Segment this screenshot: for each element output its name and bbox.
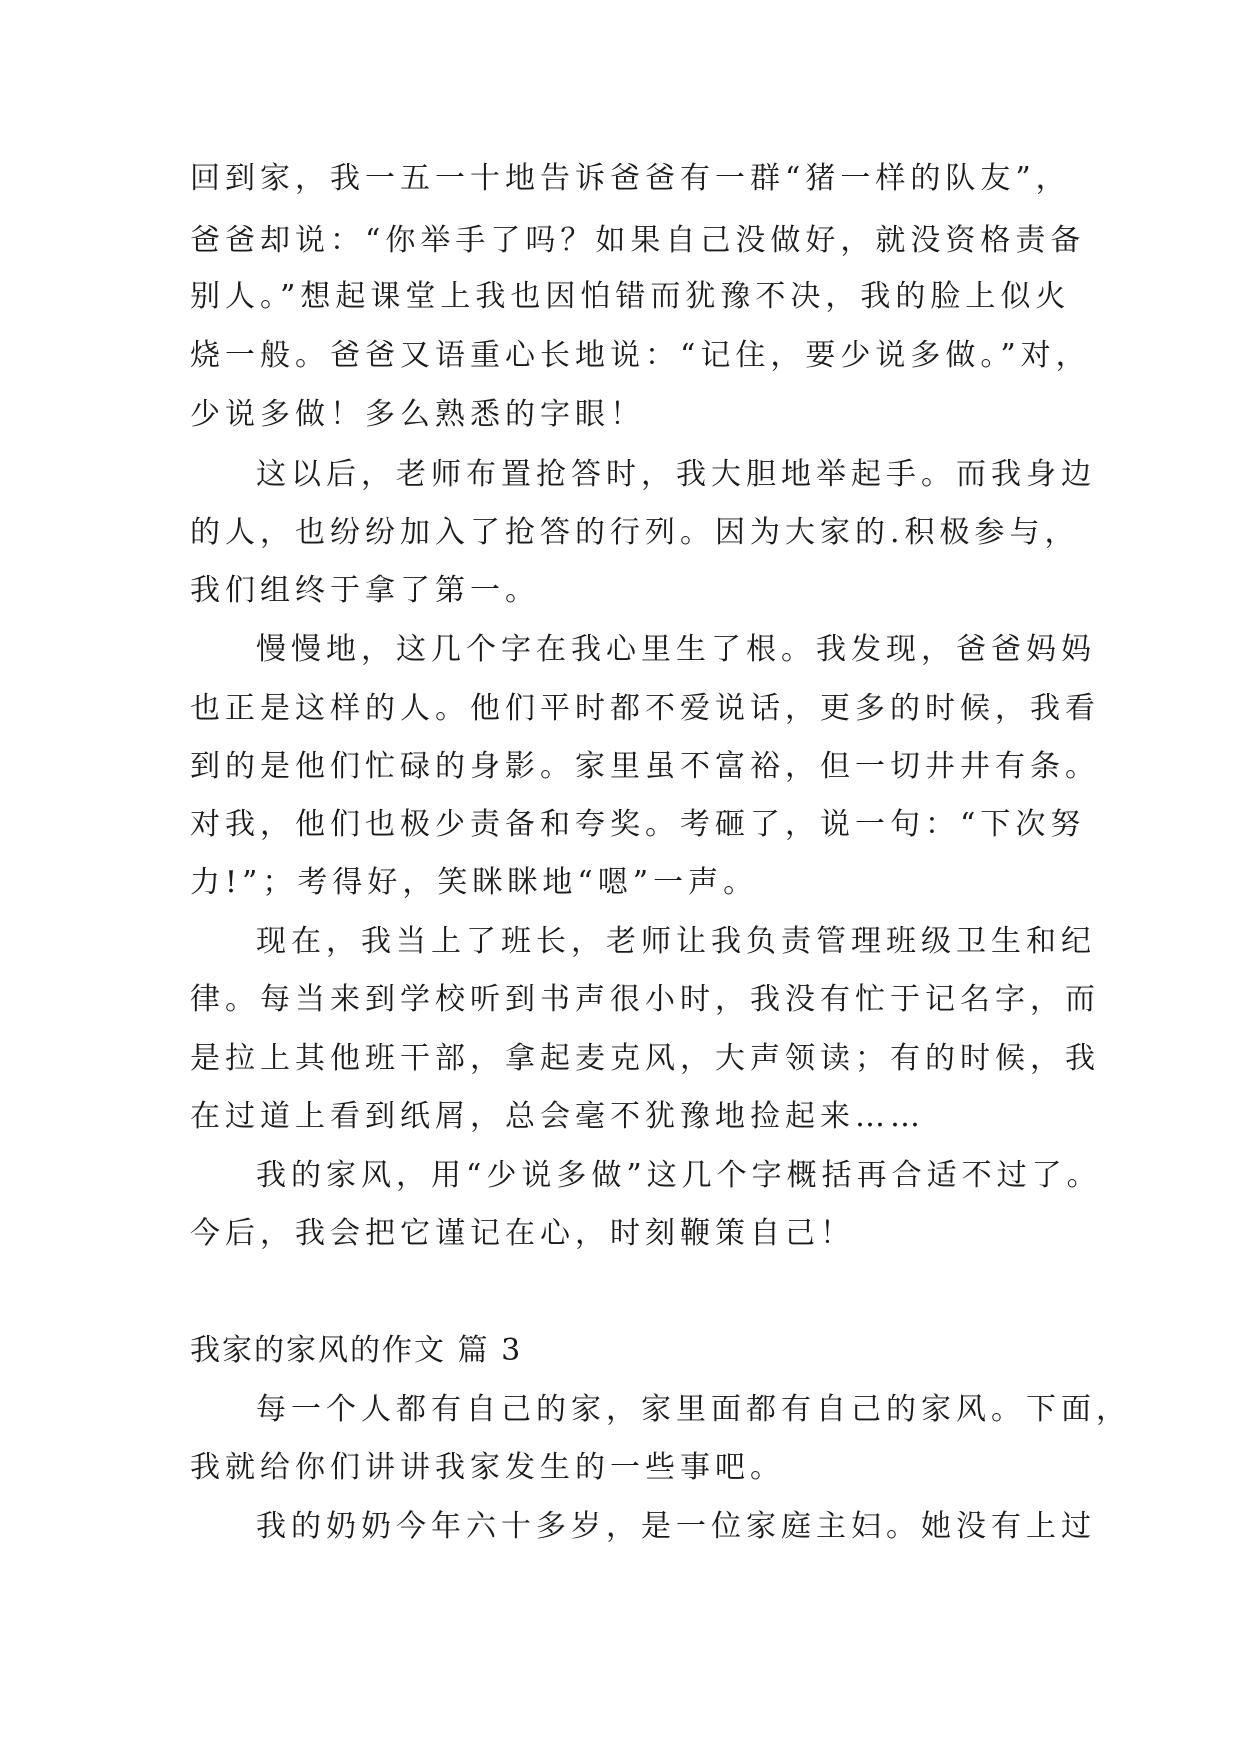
text-line: 也正是这样的人。他们平时都不爱说话，更多的时候，我看: [190, 691, 1100, 726]
paragraph-first-line: 每一个人都有自己的家，家里面都有自己的家风。下面，: [256, 1392, 1131, 1427]
section-heading: 我家的家风的作文 篇 3: [190, 1333, 523, 1368]
text-line: 回到家，我一五一十地告诉爸爸有一群“猪一样的队友”，: [190, 161, 1071, 196]
text-line: 今后，我会把它谨记在心，时刻鞭策自己！: [190, 1216, 855, 1251]
text-line: 是拉上其他班干部，拿起麦克风，大声领读；有的时候，我: [190, 1041, 1100, 1076]
text-line: 的人，也纷纷加入了抢答的行列。因为大家的.积极参与，: [190, 515, 1080, 550]
text-line: 别人。”想起课堂上我也因怕错而犹豫不决，我的脸上似火: [190, 279, 1071, 314]
text-line: 我们组终于拿了第一。: [190, 573, 540, 608]
text-line: 少说多做！多么熟悉的字眼！: [190, 397, 645, 432]
paragraph-first-line: 现在，我当上了班长，老师让我负责管理班级卫生和纪: [256, 924, 1096, 959]
text-line: 烧一般。爸爸又语重心长地说：“记住，要少说多做。”对，: [190, 338, 1091, 373]
text-line: 对我，他们也极少责备和夸奖。考砸了，说一句：“下次努: [190, 807, 1086, 842]
text-line: 在过道上看到纸屑，总会毫不犹豫地捡起来……: [190, 1099, 925, 1134]
text-line: 爸爸却说：“你举手了吗？如果自己没做好，就没资格责备: [190, 223, 1086, 258]
text-line: 力!”；考得好，笑眯眯地“嗯”一声。: [190, 865, 759, 900]
text-line: 律。每当来到学校听到书声很小时，我没有忙于记名字，而: [190, 982, 1100, 1017]
text-line: 我就给你们讲讲我家发生的一些事吧。: [190, 1450, 785, 1485]
paragraph-first-line: 我的家风，用“少说多做”这几个字概括再合适不过了。: [256, 1158, 1102, 1193]
paragraph-first-line: 我的奶奶今年六十多岁，是一位家庭主妇。她没有上过: [256, 1509, 1096, 1544]
text-line: 到的是他们忙碌的身影。家里虽不富裕，但一切井井有条。: [190, 749, 1100, 784]
paragraph-first-line: 这以后，老师布置抢答时，我大胆地举起手。而我身边: [256, 457, 1096, 492]
paragraph-first-line: 慢慢地，这几个字在我心里生了根。我发现，爸爸妈妈: [256, 632, 1096, 667]
